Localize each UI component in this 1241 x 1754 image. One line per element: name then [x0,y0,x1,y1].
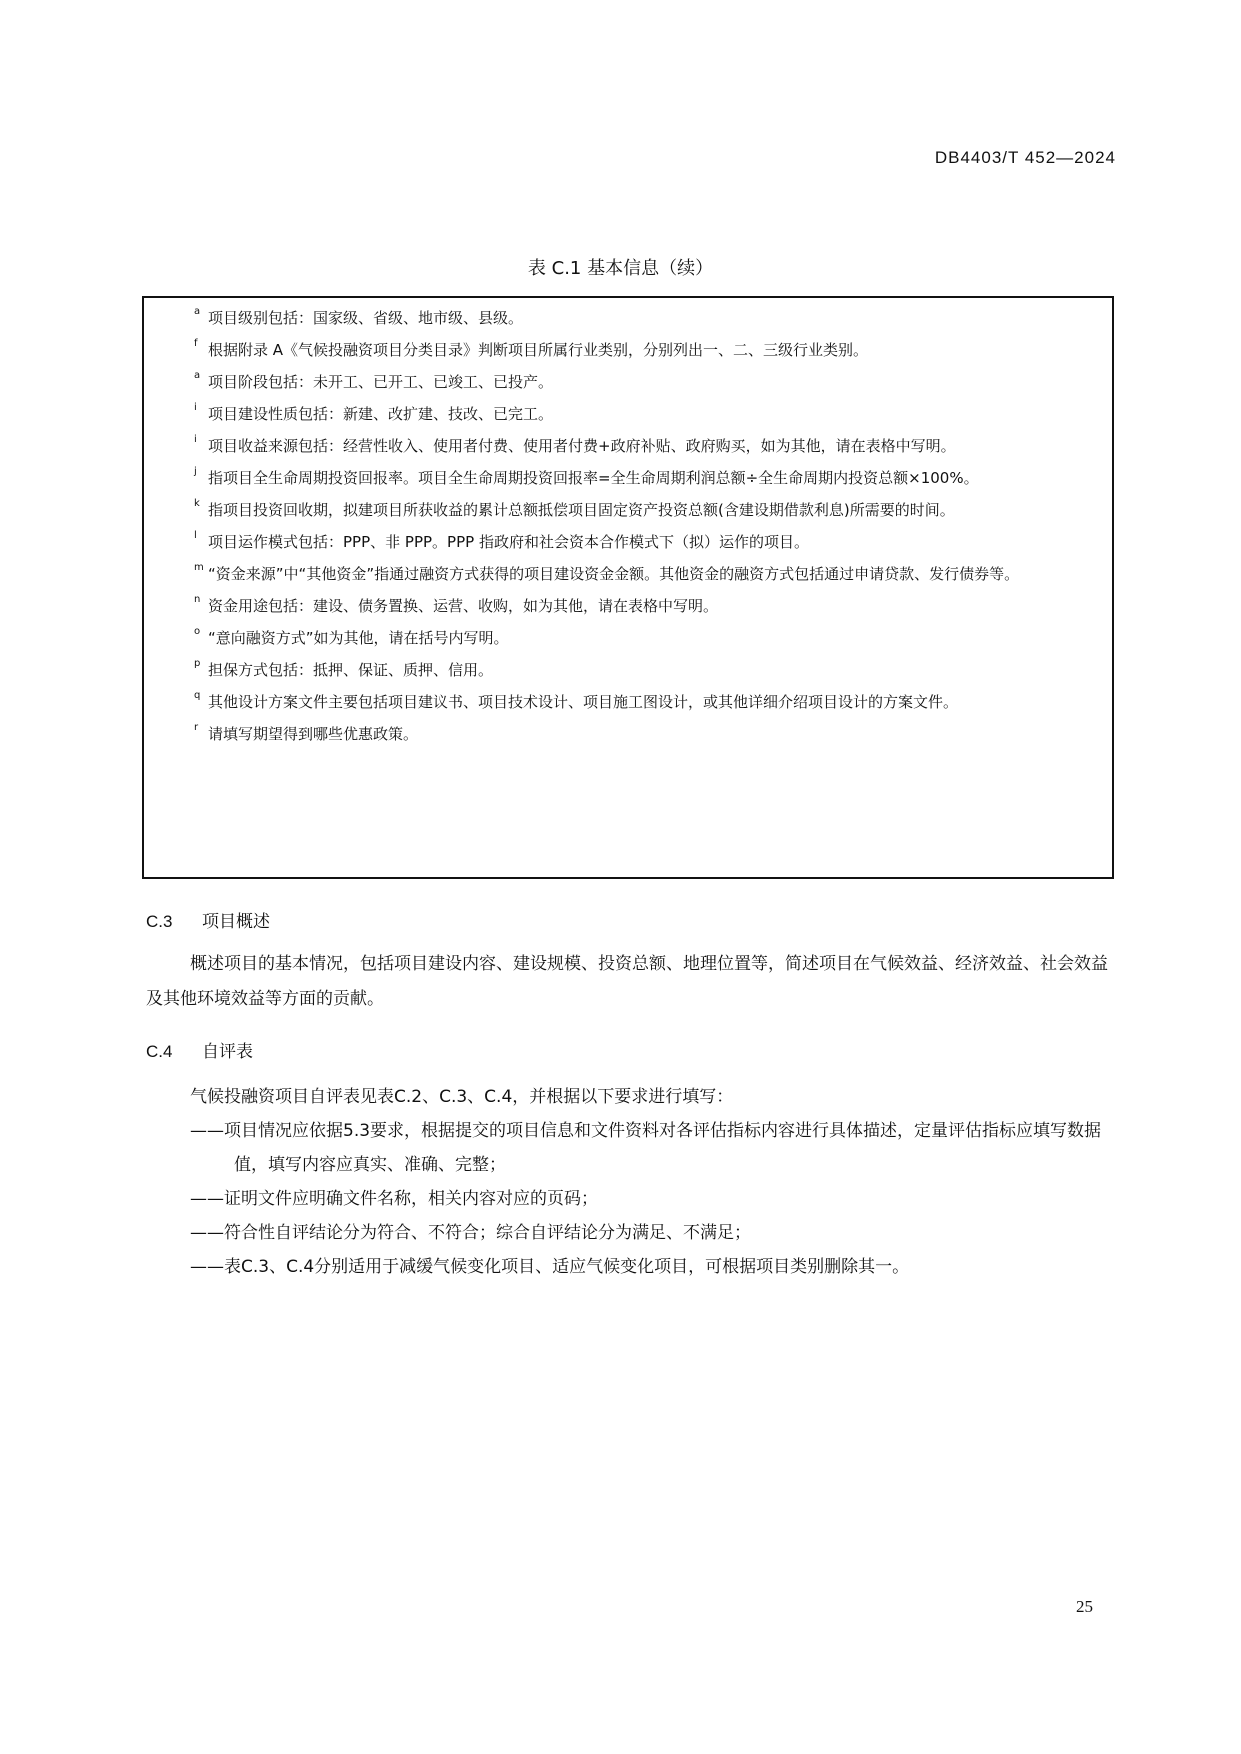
note-text: “资金来源”中“其他资金”指通过融资方式获得的项目建设资金金额。其他资金的融资方式包括通过申请贷款、发行债券等。 [208,565,1020,583]
section-number: C.3 [146,912,173,931]
footnote-mark: q [194,690,201,701]
list-item: ——表C.3、C.4分别适用于减缓气候变化项目、适应气候变化项目，可根据项目类别删除其一。 [190,1257,910,1277]
list-item: ——项目情况应依据5.3要求，根据提交的项目信息和文件资料对各评估指标内容进行具体描述，定量评估指标应填写数据值，填写内容应真实、准确、完整； [190,1121,1102,1175]
table-note [194,494,1102,526]
footnote-mark: i [194,434,197,445]
section-c4-intro: 气候投融资项目自评表见表C.2、C.3、C.4，并根据以下要求进行填写： [190,1087,734,1107]
list-item: ——证明文件应明确文件名称，相关内容对应的页码； [190,1189,598,1209]
table-note [194,334,1102,366]
table-title: 表 C.1 基本信息（续） [527,258,714,279]
note-text: 项目级别包括：国家级、省级、地市级、县级。 [208,309,524,327]
table-note [194,558,1102,590]
table-note [194,302,1102,334]
footnote-mark: a [194,370,201,381]
table-note [194,366,1102,398]
page-number: 25 [1076,1597,1093,1616]
table-note [194,462,1102,494]
footnote-mark: m [194,562,204,573]
section-heading-c3 [146,907,270,932]
section-heading-c4 [146,1037,253,1062]
note-text: 其他设计方案文件主要包括项目建议书、项目技术设计、项目施工图设计，或其他详细介绍项目设计的方案文件。 [208,693,959,711]
note-text: 项目收益来源包括：经营性收入、使用者付费、使用者付费+政府补贴、政府购买，如为其他，请在表格中写明。 [208,437,956,455]
footnote-mark: p [194,658,201,669]
requirements-list [190,1114,1120,1284]
footnote-mark: j [194,466,197,477]
footnote-mark: i [194,402,197,413]
section-c3-body: 概述项目的基本情况，包括项目建设内容、建设规模、投资总额、地理位置等，简述项目在气候效益、经济效益、社会效益及其他环境效益等方面的贡献。 [146,954,1108,1009]
table-note [194,718,1102,750]
section-number: C.4 [146,1042,173,1061]
note-text: “意向融资方式”如为其他，请在括号内写明。 [208,629,509,647]
footnote-mark: f [194,338,198,349]
table-note [194,686,1102,718]
note-text: 项目建设性质包括：新建、改扩建、技改、已完工。 [208,405,554,423]
note-text: 根据附录 A《气候投融资项目分类目录》判断项目所属行业类别，分别列出一、二、三级行业类别。 [208,341,869,359]
document-code: DB4403/T 452—2024 [934,148,1116,167]
footnote-mark: k [194,498,200,509]
footnote-mark: l [194,530,197,541]
table-note [194,654,1102,686]
footnote-mark: n [194,594,201,605]
table-note [194,590,1102,622]
footnote-mark: r [194,722,199,733]
note-text: 项目阶段包括：未开工、已开工、已竣工、已投产。 [208,373,554,391]
note-text: 指项目投资回收期，拟建项目所获收益的累计总额抵偿项目固定资产投资总额(含建设期借款利息)所需要的时间。 [208,501,955,519]
note-text: 担保方式包括：抵押、保证、质押、信用。 [208,661,494,679]
list-item: ——符合性自评结论分为符合、不符合；综合自评结论分为满足、不满足； [190,1223,751,1243]
note-text: 资金用途包括：建设、债务置换、运营、收购，如为其他，请在表格中写明。 [208,597,719,615]
table-note [194,398,1102,430]
table-note [194,430,1102,462]
table-notes-box [142,296,1114,879]
table-note [194,622,1102,654]
note-text: 项目运作模式包括：PPP、非 PPP。PPP 指政府和社会资本合作模式下（拟）运作的项目。 [208,533,809,551]
note-text: 指项目全生命周期投资回报率。项目全生命周期投资回报率=全生命周期利润总额÷全生命周期内投资总额×100%。 [208,469,979,487]
table-note [194,526,1102,558]
footnote-mark: a [194,306,201,317]
note-text: 请填写期望得到哪些优惠政策。 [208,725,419,743]
section-title: 自评表 [202,1042,253,1062]
footnote-mark: o [194,626,201,637]
section-title: 项目概述 [202,912,270,932]
